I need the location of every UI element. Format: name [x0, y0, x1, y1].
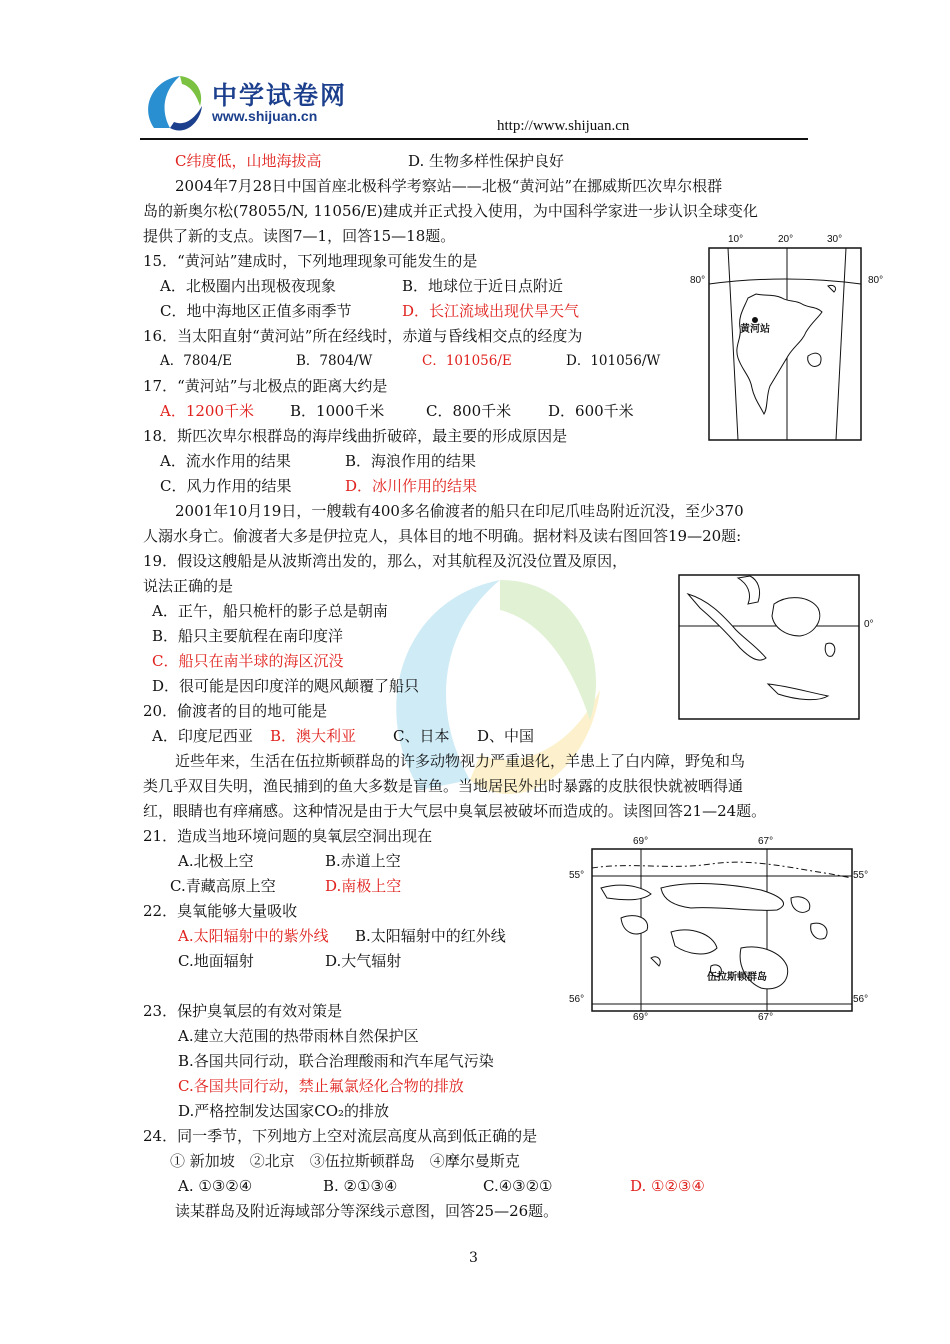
question-18: 18．斯匹次卑尔根群岛的海岸线曲折破碎，最主要的形成原因是	[143, 427, 568, 445]
option-15d: D．长江流域出现伏旱天气	[402, 302, 580, 320]
map3-graphic	[591, 848, 853, 1012]
logo-url: www.shijuan.cn	[212, 108, 318, 124]
option-17d: D．600千米	[548, 402, 634, 420]
option-19c: C．船只在南半球的海区沉没	[152, 652, 344, 670]
option-16c: C．101056/E	[422, 353, 512, 369]
option-21c: C.青藏高原上空	[170, 877, 276, 895]
question-15: 15．“黄河站”建成时，下列地理现象可能发生的是	[143, 252, 478, 270]
site-header	[140, 62, 810, 140]
passage-2: 2001年10月19日，一艘载有400多名偷渡者的船只在印尼爪哇岛附近沉没，至少370	[175, 502, 744, 520]
header-rule	[140, 138, 808, 140]
map1-lat-80-left: 80°	[690, 275, 706, 286]
question-24-items: ① 新加坡 ②北京 ③伍拉斯顿群岛 ④摩尔曼斯克	[170, 1152, 520, 1170]
map3-lat-56-right: 56°	[853, 994, 869, 1005]
option-18d: D．冰川作用的结果	[345, 477, 478, 495]
map3-lat-56-left: 56°	[569, 994, 585, 1005]
option-24d: D. ①②③④	[630, 1177, 705, 1195]
option-18a: A．流水作用的结果	[160, 452, 291, 470]
option-21d: D.南极上空	[325, 877, 402, 895]
option-20d: D、中国	[477, 727, 535, 745]
option-22b: B.太阳辐射中的红外线	[355, 927, 506, 945]
option-20b: B．澳大利亚	[270, 727, 357, 745]
map2-equator-label: 0°	[864, 619, 874, 630]
map3-lon-67-top: 67°	[758, 836, 774, 847]
question-20: 20．偷渡者的目的地可能是	[143, 702, 328, 720]
option-21a: A.北极上空	[178, 852, 254, 870]
map3-lat-55-right: 55°	[853, 870, 869, 881]
option-19a: A．正午，船只桅杆的影子总是朝南	[152, 602, 388, 620]
option-18b: B．海浪作用的结果	[345, 452, 477, 470]
option-16a: A．7804/E	[160, 353, 233, 369]
passage-2: 人溺水身亡。偷渡者大多是伊拉克人，具体目的地不明确。据材料及读右图回答19—20题:	[143, 527, 742, 545]
line-0a: C纬度低，山地海拔高	[175, 152, 322, 170]
map3-lat-55-left: 55°	[569, 870, 585, 881]
line-0b: D. 生物多样性保护良好	[408, 152, 565, 170]
option-23a: A.建立大范围的热带雨林自然保护区	[178, 1027, 419, 1045]
option-22a: A.太阳辐射中的紫外线	[178, 927, 329, 945]
header-url-link[interactable]: http://www.shijuan.cn	[497, 118, 630, 134]
map1-lat-80-right: 80°	[868, 275, 884, 286]
passage-1: 2004年7月28日中国首座北极科学考察站——北极“黄河站”在挪威斯匹次卑尔根群	[175, 177, 723, 195]
map3-lon-69-top: 69°	[633, 836, 649, 847]
option-17b: B．1000千米	[290, 402, 385, 420]
option-18c: C．风力作用的结果	[160, 477, 292, 495]
option-19b: B．船只主要航程在南印度洋	[152, 627, 344, 645]
option-17c: C．800千米	[426, 402, 512, 420]
question-21: 21．造成当地环境问题的臭氧层空洞出现在	[143, 827, 433, 845]
option-16b: B．7804/W	[296, 353, 373, 369]
map-svalbard	[690, 230, 890, 444]
question-22: 22．臭氧能够大量吸收	[143, 902, 298, 920]
passage-1: 岛的新奥尔松(78055/N, 11056/E)建成并正式投入使用，为中国科学家进一步认识全球变化	[143, 202, 758, 220]
option-16d: D．101056/W	[566, 353, 661, 369]
map1-lon-20: 20°	[778, 234, 794, 245]
option-20c: C、日本	[393, 727, 450, 745]
option-20a: A．印度尼西亚	[152, 727, 253, 745]
question-19-cont: 说法正确的是	[143, 577, 234, 595]
question-16: 16．当太阳直射“黄河站”所在经线时，赤道与昏线相交点的经度为	[143, 327, 583, 345]
passage-3: 类几乎双目失明，渔民捕到的鱼大多数是盲鱼。当地居民外出时暴露的皮肤很快就被晒得通	[143, 777, 744, 795]
question-23: 23．保护臭氧层的有效对策是	[143, 1002, 343, 1020]
option-15b: B．地球位于近日点附近	[402, 277, 564, 295]
map3-lon-69-bottom: 69°	[633, 1012, 649, 1023]
map-wollaston	[565, 836, 885, 1026]
passage-3: 红，眼睛也有痒痛感。这种情况是由于大气层中臭氧层被破坏而造成的。读图回答21—24题。	[143, 802, 767, 820]
map1-lon-30: 30°	[827, 234, 843, 245]
page-number: 3	[469, 1250, 478, 1266]
map1-graphic	[708, 246, 862, 441]
option-17a: A．1200千米	[160, 402, 255, 420]
passage-1: 提供了新的支点。读图7—1，回答15—18题。	[143, 227, 456, 245]
question-17: 17．“黄河站”与北极点的距离大约是	[143, 377, 388, 395]
option-15a: A．北极圈内出现极夜现象	[160, 277, 336, 295]
map1-lon-10: 10°	[728, 234, 744, 245]
option-21b: B.赤道上空	[325, 852, 401, 870]
passage-3: 近些年来，生活在伍拉斯顿群岛的许多动物视力严重退化，羊患上了白内障，野兔和鸟	[175, 752, 746, 770]
option-23b: B.各国共同行动，联合治理酸雨和汽车尾气污染	[178, 1052, 494, 1070]
map1-station-label: 黄河站	[740, 324, 770, 335]
option-22c: C.地面辐射	[178, 952, 254, 970]
passage-4: 读某群岛及附近海域部分等深线示意图，回答25—26题。	[175, 1202, 559, 1220]
site-logo-icon	[144, 72, 204, 136]
option-24a: A. ①③②④	[178, 1177, 253, 1195]
option-23c: C.各国共同行动，禁止氟氯烃化合物的排放	[178, 1077, 464, 1095]
map3-lon-67-bottom: 67°	[758, 1012, 774, 1023]
option-15c: C．地中海地区正值多雨季节	[160, 302, 352, 320]
map2-graphic	[678, 574, 860, 720]
map3-island-label: 伍拉斯顿群岛	[707, 972, 767, 983]
question-19: 19．假设这艘船是从波斯湾出发的，那么，对其航程及沉没位置及原因，	[143, 552, 628, 570]
option-24b: B. ②①③④	[323, 1177, 398, 1195]
option-23d: D.严格控制发达国家CO₂的排放	[178, 1102, 390, 1120]
option-19d: D．很可能是因印度洋的飓风颠覆了船只	[152, 677, 420, 695]
question-24: 24．同一季节，下列地方上空对流层高度从高到低正确的是	[143, 1127, 538, 1145]
logo-text: 中学试卷网	[212, 81, 348, 110]
map-indonesia	[678, 574, 878, 720]
option-24c: C.④③②①	[483, 1177, 553, 1195]
option-22d: D.大气辐射	[325, 952, 402, 970]
